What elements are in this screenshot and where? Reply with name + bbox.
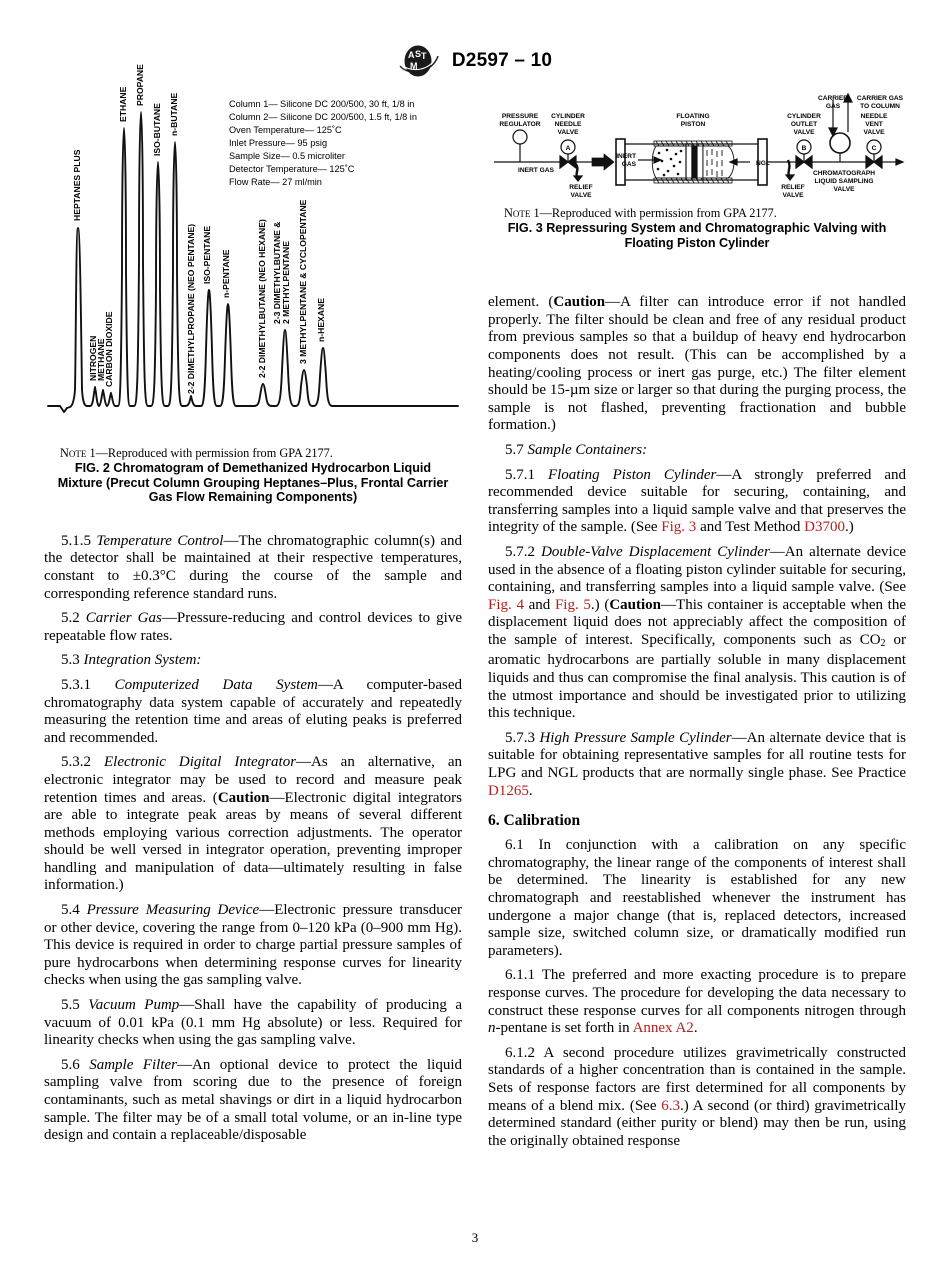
para-num: 5.1.5 (61, 532, 97, 549)
paragraph-5-3 (44, 652, 462, 670)
figure-2-note-label: Note 1 (60, 446, 96, 460)
para-text-b: and (523, 596, 555, 613)
page-number: 3 (471, 1230, 479, 1245)
svg-text:n-HEXANE: n-HEXANE (316, 298, 326, 342)
paragraph-5-1-5 (44, 533, 462, 603)
n-italic: n (488, 1020, 496, 1037)
svg-text:T: T (420, 51, 427, 61)
svg-text:RELIEF: RELIEF (569, 184, 593, 191)
para-num: 5.2 (61, 610, 86, 627)
para-post: —A filter can introduce error if not handled properly. The filter should be clean and free of any residual product from previous samples so that a buildup of heavy end hydrocarbon components does not result. (This can be accomplished by a heating/cooling process or inert gas purge, etc.) The filter element should be 15-µm size or larger so that during the purging process, the sample is not flashed, preventing fractionation and bubble formation.) (488, 294, 906, 434)
svg-text:CARRIER: CARRIER (817, 95, 849, 102)
para-num: 5.4 (61, 902, 87, 919)
svg-text:Sample Size— 0.5 microliter: Sample Size— 0.5 microliter (229, 151, 345, 161)
svg-text:2 METHYLPENTANE: 2 METHYLPENTANE (281, 241, 291, 324)
figure-3-note-label: Note 1 (504, 206, 540, 220)
para-text: —Pressure-reducing and control devices to give repeatable flow rates. (44, 610, 462, 644)
svg-text:VALVE: VALVE (833, 186, 855, 193)
svg-text:METHANE: METHANE (96, 338, 106, 381)
svg-text:NGL: NGL (756, 160, 770, 167)
svg-text:ETHANE: ETHANE (118, 86, 128, 122)
para-text: —As an alternative, an electronic integrator may be used to record and measure peak retention times and areas. ( (44, 754, 463, 806)
link-fig-3[interactable]: Fig. 3 (661, 519, 697, 536)
para-title: Pressure Measuring Device (86, 902, 260, 919)
para-title: Floating Piston Cylinder (547, 466, 717, 483)
para-title: Integration System: (83, 652, 202, 669)
paragraph-5-3-2 (44, 754, 462, 895)
svg-text:GAS: GAS (621, 161, 636, 168)
svg-text:CARBON DIOXIDE: CARBON DIOXIDE (104, 311, 114, 387)
para-title: Double-Valve Displacement Cylinder (541, 543, 770, 560)
svg-text:OUTLET: OUTLET (790, 121, 818, 128)
figure-2-note (44, 446, 462, 460)
para-text-c: . (693, 1020, 698, 1037)
para-num: 5.7.3 (505, 729, 540, 746)
para-text-c: .) ( (590, 596, 610, 613)
svg-text:3 METHYLPENTANE & CYCLOPENTANE: 3 METHYLPENTANE & CYCLOPENTANE (298, 199, 308, 364)
svg-text:2-3 DIMETHYLBUTANE &: 2-3 DIMETHYLBUTANE & (272, 221, 282, 324)
document-designation: D2597 – 10 (451, 50, 553, 71)
link-fig-4[interactable]: Fig. 4 (488, 596, 524, 613)
para-title: Computerized Data System (114, 676, 318, 693)
paragraph-6-1-1 (488, 967, 906, 1037)
link-6-3[interactable]: 6.3 (661, 1097, 681, 1114)
svg-text:PISTON: PISTON (680, 121, 706, 128)
svg-text:FLOATING: FLOATING (676, 113, 710, 120)
link-annex-a2[interactable]: Annex A2 (632, 1020, 694, 1037)
para-text: —An optional device to protect the liquid sampling valve from scoring due to the presence of foreign contaminants, such as metal shavings or dirt in a liquid hydrocarbon sample. The filter may be of a small total volume, or an in-line type design and contain a replaceable/disposable (44, 1056, 463, 1144)
section-heading-6-calibration: 6. Calibration (488, 812, 581, 830)
paragraph-5-5 (44, 997, 462, 1050)
paragraph-5-7-3 (488, 730, 906, 800)
svg-text:INERT GAS: INERT GAS (518, 167, 554, 174)
link-fig-5[interactable]: Fig. 5 (554, 596, 591, 613)
para-title: Sample Containers: (527, 441, 648, 458)
chromatogram-chart (44, 64, 462, 440)
paragraph-5-7-2 (488, 544, 906, 723)
para-num: 5.3 (61, 652, 84, 669)
paragraph-5-4 (44, 902, 462, 990)
para-num: 5.7.1 (505, 466, 548, 483)
para-text-b: . (528, 782, 533, 799)
paragraph-6-1-2 (488, 1045, 906, 1151)
figure-3-caption: FIG. 3 Repressuring System and Chromatographic Valving with Floating Piston Cylinder (507, 221, 887, 250)
para-title: High Pressure Sample Cylinder (539, 729, 732, 746)
svg-text:HEPTANES PLUS: HEPTANES PLUS (72, 149, 82, 221)
svg-text:Flow Rate— 27 ml/min: Flow Rate— 27 ml/min (229, 177, 322, 187)
svg-text:ISO-BUTANE: ISO-BUTANE (152, 103, 162, 156)
svg-text:Oven Temperature— 125˚C: Oven Temperature— 125˚C (229, 125, 342, 135)
figure-2-block (44, 64, 462, 505)
svg-text:CARRIER GAS: CARRIER GAS (856, 95, 904, 102)
svg-text:A: A (565, 145, 571, 152)
svg-text:C: C (871, 145, 877, 152)
para-text: —The chromatographic column(s) and the detector shall be maintained at their respective temperatures, constant to ±0.3°C during the course of the sample and corresponding reference standard runs. (44, 532, 463, 602)
right-column-body (488, 294, 906, 1150)
para-text-2: —Electronic digital integrators are able to integrate peak areas by means of several different methods employing various correction adjustments. The operator should be well versed in integrator operation, preventing improper handling and manipulation of data—ultimately resulting in false information.) (44, 789, 462, 894)
svg-text:n-BUTANE: n-BUTANE (169, 92, 179, 136)
svg-text:NITROGEN: NITROGEN (88, 335, 98, 381)
para-text-c: .) (844, 519, 854, 536)
svg-text:2-2 DIMETHYLBUTANE (NEO HEXANE: 2-2 DIMETHYLBUTANE (NEO HEXANE) (257, 219, 267, 378)
paragraph-element-caution (488, 294, 906, 435)
svg-text:Column 2— Silicone DC 200/500,: Column 2— Silicone DC 200/500, 1.5 ft, 1/8 in (229, 112, 417, 122)
svg-text:REGULATOR: REGULATOR (499, 121, 541, 128)
para-text-b: -pentane is set forth in (495, 1020, 633, 1037)
link-d1265[interactable]: D1265 (488, 782, 529, 799)
repressuring-system-diagram (488, 90, 906, 200)
para-title: Temperature Control (96, 532, 224, 549)
para-text-a: —An alternate device used in the absence of a floating piston cylinder suitable for securing, containing, and transferring samples into a liquid sample valve. (See (488, 543, 907, 596)
para-text-a: 6.1.2 A second procedure utilizes gravimetrically constructed standards of a higher concentration than is contained in the sample. Sets of response factors are first determined for all components by means of a blend mix. (See (488, 1044, 906, 1114)
para-num: 5.7.2 (505, 543, 542, 560)
svg-text:Inlet Pressure— 95 psig: Inlet Pressure— 95 psig (229, 138, 328, 148)
figure-3-note (488, 206, 906, 220)
svg-text:Column 1— Silicone DC 200/500,: Column 1— Silicone DC 200/500, 30 ft, 1/8 in (229, 99, 415, 109)
para-title: Electronic Digital Integrator (103, 754, 297, 771)
svg-text:VALVE: VALVE (570, 192, 592, 199)
svg-text:RELIEF: RELIEF (781, 184, 805, 191)
para-num: 5.5 (61, 997, 89, 1014)
svg-text:PROPANE: PROPANE (135, 64, 145, 106)
paragraph-5-7-1 (488, 467, 906, 537)
svg-text:VENT: VENT (865, 121, 883, 128)
svg-text:CYLINDER: CYLINDER (787, 113, 821, 120)
para-text-d: —This container is acceptable when the displacement liquid does not appreciably affect the composition of the sample of interest. Specifically, components such as CO (488, 596, 906, 648)
para-text: —A computer-based chromatography data system capable of accurately and repeatedly measuring the retention time and areas of eluting peaks is preferred and recommended. (44, 676, 462, 746)
svg-text:INERT: INERT (616, 153, 636, 160)
para-text: —Electronic pressure transducer or other device, covering the range from 0–120 kPa (0–900 mm Hg). This device is required in order to charge partial pressure samples of pure hydrocarbons when determining response curves for linearity checks when using the gas sampling valve. (44, 902, 463, 989)
caution-label: Caution (553, 294, 606, 311)
svg-text:2-2 DIMETHYLPROPANE (NEO PENTA: 2-2 DIMETHYLPROPANE (NEO PENTANE) (186, 223, 196, 394)
svg-text:CHROMATOGRAPH: CHROMATOGRAPH (812, 170, 876, 177)
caution-label: Caution (217, 789, 270, 806)
para-num: 5.3.2 (61, 754, 104, 771)
figure-2-note-text: —Reproduced with permission from GPA 2177. (95, 446, 333, 460)
svg-text:n-PENTANE: n-PENTANE (221, 249, 231, 298)
paragraph-6-1: 6.1 In conjunction with a calibration on any specific chromatography, the linear range of the components of interest shall be determined. The linearity is established for any new chromatograph and reestablished whenever the instrument has undergone a major change (that is, replaced detectors, increased sample size, switched column size, or dramatically modified run parameters). (488, 837, 906, 959)
paragraph-5-2 (44, 610, 462, 645)
figure-3-block (488, 90, 906, 250)
astm-logo-icon (398, 44, 440, 78)
left-column-body (44, 533, 462, 1145)
svg-text:ISO-PENTANE: ISO-PENTANE (202, 225, 212, 284)
para-text-a: 6.1.1 The preferred and more exacting procedure is to prepare response curves. The procedure for developing the data necessary to construct these response curves for all components nitrogen through (488, 967, 906, 1019)
para-title: Vacuum Pump (88, 997, 180, 1014)
para-text-b: and Test Method (696, 519, 805, 536)
svg-text:GAS: GAS (825, 103, 841, 110)
para-text-a: —An alternate device that is suitable for obtaining representative samples for all routine tests for LPG and NGL products that are normally single phase. See Practice (488, 729, 906, 782)
paragraph-5-6 (44, 1057, 462, 1145)
svg-text:B: B (801, 145, 807, 152)
para-num: 5.6 (61, 1056, 90, 1073)
para-pre: element. ( (488, 294, 554, 311)
svg-text:NEEDLE: NEEDLE (554, 121, 582, 128)
para-num: 5.3.1 (61, 676, 115, 693)
right-column (488, 90, 906, 1157)
co2-subscript: 2 (880, 637, 886, 649)
svg-text:PRESSURE: PRESSURE (501, 113, 539, 120)
para-text-a: —A strongly preferred and recommended device suitable for securing, containing, and transferring samples into a liquid sample valve and that preserves the integrity of the sample. (See (488, 466, 906, 536)
caution-label: Caution (609, 596, 662, 613)
left-column (44, 64, 463, 1152)
svg-text:NEEDLE: NEEDLE (860, 113, 888, 120)
paragraph-5-3-1 (44, 677, 462, 747)
para-text: —Shall have the capability of producing a vacuum of 0.01 kPa (0.1 mm Hg absolute) or less. Required for linearity checks when using the gas sampling valve. (44, 997, 463, 1049)
svg-text:VALVE: VALVE (793, 129, 815, 136)
svg-text:VALVE: VALVE (557, 129, 579, 136)
paragraph-5-7 (488, 442, 906, 460)
svg-text:VALVE: VALVE (863, 129, 885, 136)
figure-2-caption: FIG. 2 Chromatogram of Demethanized Hydrocarbon Liquid Mixture (Precut Column Grouping Heptanes–Plus, Frontal Carrier Gas Flow Remaining Components) (57, 461, 449, 505)
figure-3-note-text: —Reproduced with permission from GPA 2177. (539, 206, 777, 220)
para-title: Sample Filter (89, 1056, 177, 1073)
svg-text:Detector Temperature— 125˚C: Detector Temperature— 125˚C (229, 164, 355, 174)
link-d3700[interactable]: D3700 (804, 519, 845, 536)
svg-text:CYLINDER: CYLINDER (551, 113, 585, 120)
svg-text:S: S (414, 49, 421, 59)
svg-text:VALVE: VALVE (782, 192, 804, 199)
svg-text:A: A (407, 50, 415, 60)
svg-text:TO COLUMN: TO COLUMN (860, 103, 900, 110)
para-title: Carrier Gas (85, 610, 162, 627)
para-text-b: .) A second (or third) gravimetrically determined standard (either purity or blend) may then be run, using the originally obtained response (488, 1097, 906, 1149)
svg-text:LIQUID SAMPLING: LIQUID SAMPLING (814, 178, 874, 185)
para-num: 5.7 (505, 441, 528, 458)
para-text-e: or aromatic hydrocarbons are partially soluble in many displacement liquids and thus can compromise the final analysis. This caution is of the utmost importance and should be investigated prior to utilizing this technique. (488, 631, 906, 722)
svg-text:M: M (409, 61, 418, 71)
